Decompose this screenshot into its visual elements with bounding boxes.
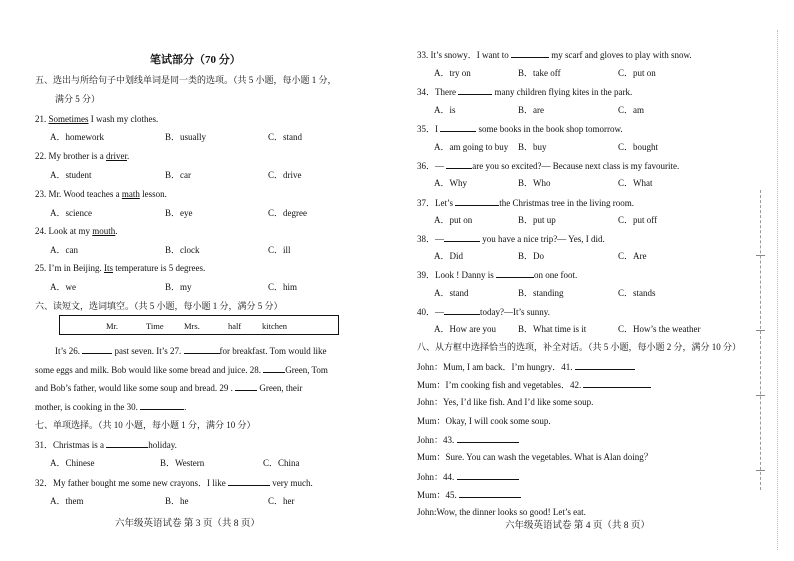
option-b: B．Do [518, 251, 545, 261]
passage-line-3: and Bob’s father, would like some soup and bread. 29 . Green, their [35, 383, 303, 393]
option-a: A．student [50, 170, 92, 180]
word-option: Mr. [106, 321, 119, 331]
passage-line-1: It’s 26. past seven. It’s 27. for breakfast. Tom would like [55, 346, 327, 356]
option-a: A．science [50, 208, 92, 218]
option-c: C．degree [268, 208, 307, 218]
question-22: 22. My brother is a driver. [35, 151, 130, 161]
word-option: Time [146, 321, 164, 331]
option-b: B．my [165, 282, 192, 292]
option-c: C．bought [618, 142, 659, 152]
page-footer: 六年级英语试卷 第 3 页（共 8 页） [115, 519, 260, 529]
question-40: 40．— today?—It’s sunny. [417, 307, 550, 317]
binding-mark [756, 255, 765, 256]
question-33: 33. It’s snowy．I want to my scarf and gloves to play with snow. [417, 50, 692, 60]
option-b: B．take off [518, 68, 561, 78]
dialogue-line: John：Yes, I’d like fish. And I’d like some soup. [417, 397, 594, 407]
option-a: A．them [50, 496, 84, 506]
word-box [59, 315, 339, 335]
option-a: A．How are you [434, 324, 496, 334]
section-title: 笔试部分（70 分） [150, 54, 241, 66]
section-5-instruction: 五、选出与所给句子中划线单词是同一类的选项。（共 5 小题，每小题 1 分， [35, 75, 337, 85]
option-a: A．am going to buy [434, 142, 509, 152]
option-b: B．are [518, 105, 544, 115]
option-b: B．usually [165, 132, 207, 142]
option-b: B．Western [160, 458, 205, 468]
option-b: B．Who [518, 178, 551, 188]
question-21: 21. Sometimes I wash my clothes. [35, 114, 159, 124]
option-b: B．put up [518, 215, 556, 225]
option-a: A．Why [434, 178, 467, 188]
section-5-instruction-cont: 满分 5 分） [55, 94, 101, 104]
option-c: C．stands [618, 288, 656, 298]
section-8-instruction: 八、从方框中选择恰当的选项，补全对话。（共 5 小题，每小题 2 分，满分 10 分） [417, 342, 742, 352]
dialogue-line: Mum：Sure. You can wash the vegetables. What is Alan doing？ [417, 452, 653, 462]
question-34: 34．There many children flying kites in the park. [417, 87, 633, 97]
option-b: B．car [165, 170, 191, 180]
dialogue-line: John:Wow, the dinner looks so good! Let’s eat. [417, 507, 586, 517]
question-38: 38．— you have a nice trip?— Yes, I did. [417, 234, 605, 244]
binding-mark [756, 395, 765, 396]
option-c: C．put off [618, 215, 658, 225]
binding-mark [756, 470, 765, 471]
question-31: 31．Christmas is a holiday. [35, 440, 177, 450]
question-32: 32．My father bought me some new crayons．I like very much. [35, 478, 313, 488]
page-footer: 六年级英语试卷 第 4 页（共 8 页） [505, 521, 650, 531]
page-4 [400, 0, 794, 561]
word-option: kitchen [262, 321, 288, 331]
option-c: C．How’s the weather [618, 324, 701, 334]
question-36: 36．— are you so excited?— Because next class is my favourite. [417, 161, 680, 171]
option-b: B．buy [518, 142, 547, 152]
binding-mark [756, 330, 765, 331]
dialogue-line: Mum：Okay, I will cook some soup. [417, 416, 551, 426]
option-b: B．standing [518, 288, 564, 298]
option-b: B．eye [165, 208, 193, 218]
option-a: A．put on [434, 215, 473, 225]
question-23: 23. Mr. Wood teaches a math lesson. [35, 189, 167, 199]
option-c: C．drive [268, 170, 302, 180]
dialogue-line: John：44. [417, 470, 519, 483]
passage-line-4: mother, is cooking in the 30. . [35, 402, 187, 412]
option-c: C．am [618, 105, 644, 115]
option-b: B．What time is it [518, 324, 587, 334]
paper-edge [777, 30, 779, 550]
dialogue-line: Mum：45. [417, 488, 521, 501]
option-a: A．can [50, 245, 78, 255]
option-c: C．ill [268, 245, 291, 255]
option-a: A．we [50, 282, 76, 292]
question-37: 37．Let’s the Christmas tree in the living room. [417, 198, 634, 208]
option-a: A．stand [434, 288, 469, 298]
section-7-instruction: 七、单项选择。（共 10 小题，每小题 1 分，满分 10 分） [35, 420, 256, 430]
option-b: B．he [165, 496, 189, 506]
passage-line-2: some eggs and milk. Bob would like some bread and juice. 28. Green, Tom [35, 365, 328, 375]
option-c: C．put on [618, 68, 656, 78]
option-a: A．try on [434, 68, 471, 78]
binding-line [760, 190, 762, 490]
question-25: 25. I’m in Beijing. Its temperature is 5 degrees. [35, 263, 206, 273]
option-a: A．is [434, 105, 456, 115]
question-35: 35．I some books in the book shop tomorrow. [417, 124, 623, 134]
word-option: Mrs. [184, 321, 200, 331]
word-option: half [228, 321, 242, 331]
option-c: C．him [268, 282, 298, 292]
dialogue-line: John：Mum, I am back．I’m hungry．41. [417, 360, 635, 373]
option-c: C．stand [268, 132, 303, 142]
option-c: C．What [618, 178, 653, 188]
option-a: A．Did [434, 251, 463, 261]
option-c: C．China [263, 458, 300, 468]
option-b: B．clock [165, 245, 200, 255]
section-6-instruction: 六、读短文，选词填空。（共 5 小题，每小题 1 分，满分 5 分） [35, 301, 283, 311]
question-24: 24. Look at my mouth. [35, 226, 118, 236]
dialogue-line: John：43. [417, 433, 519, 446]
question-39: 39．Look ! Danny is on one foot. [417, 270, 578, 280]
dialogue-line: Mum：I’m cooking fish and vegetables．42. [417, 378, 651, 391]
option-a: A．Chinese [50, 458, 95, 468]
option-c: C．her [268, 496, 295, 506]
option-c: C．Are [618, 251, 647, 261]
option-a: A．homework [50, 132, 104, 142]
